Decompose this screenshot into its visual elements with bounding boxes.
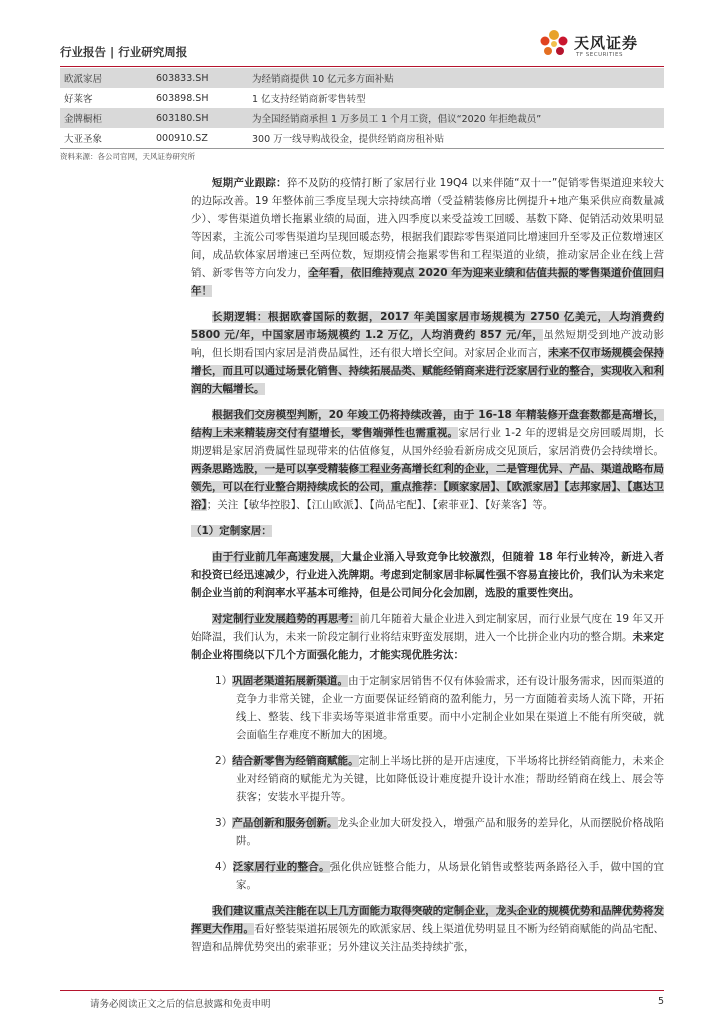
watch-list-text: ；关注【敏华控股】、【江山欧派】、【尚品宅配】、【索菲亚】、【好莱客】等。 [206, 499, 554, 511]
item-number: 3） [215, 817, 233, 829]
disclaimer-note: 请务必阅读正文之后的信息披露和免责申明 [90, 999, 271, 1010]
paragraph-highlight: 两条思路选股，一是可以享受精装修工程业务高增长红利的企业，二是管理优异、产品、渠道战略布局领先，可以在行业整合期持续成长的公司，重点推荐： [191, 463, 664, 493]
paragraph-lead: 对定制行业发展趋势的再思考： [212, 613, 360, 625]
table-source-note: 资料来源：各公司官网，天风证券研究所 [60, 152, 195, 161]
item-text: 定制上半场比拼的是开店速度，下半场将比拼经销商能力，未来企业对经销商的赋能尤为关键，比如降低设计难度提升设计水准；帮助经销商在线上、展会等获客；安装水平提升等。 [236, 755, 664, 803]
paragraph-highlight: 我们建议重点关注能在以上几方面能力取得突破的定制企业，龙头企业的规模优势和品牌优势将发挥更大作用。 [191, 905, 664, 935]
item-text: 龙头企业加大研发投入，增强产品和服务的差异化，从而摆脱价格战陷阱。 [236, 817, 664, 847]
measure-cell: 为经销商提供 10 亿元多方面补贴 [248, 68, 664, 88]
page-number: 5 [657, 996, 664, 1007]
recommendation-paragraph [191, 902, 664, 956]
item-lead: 结合新零售为经销商赋能。 [232, 755, 359, 767]
table-row [60, 88, 664, 108]
paragraph-highlight: 未来不仅市场规模会保持增长，而且可以通过场景化销售、持续拓展品类、赋能经销商来进行泛家居行业的整合，实现收入和利润的大幅增长。 [191, 347, 665, 395]
paragraph-highlight: 长期逻辑：根据欧睿国际的数据，2017 年美国家居市场规模为 2750 亿美元，人均消费约 5800 元/年，中国家居市场规模约 1.2 万亿，人均消费约 857 元/年， [191, 311, 664, 341]
paragraph-highlight: 根据我们交房模型判断，20 年竣工仍将持续改善，由于 16-18 年精装修开盘套数都是高增长，结构上未来精装房交付有望增长，零售端弹性也需重视。 [191, 409, 664, 439]
paragraph-bold: 大量企业涌入导致竞争比较激烈，但随着 18 年行业转冷，新进入者和投资已经迅速减少，行业进入洗牌期。考虑到定制家居非标属性强不容易直接比价，我们认为未来定制企业当前的利润率水平基本可维持，但是公司间分化会加剧，选股的重要性突出。 [191, 551, 665, 599]
paragraph-lead: 短期产业跟踪： [212, 177, 287, 189]
item-number: 2） [215, 755, 233, 767]
company-name-cell: 欧派家居 [60, 68, 152, 88]
item-text: 强化供应链整合能力，从场景化销售或整装两条路径入手，做中国的宜家。 [236, 861, 665, 891]
page-header [60, 34, 664, 62]
header-divider [60, 66, 664, 67]
long-term-paragraph [191, 308, 664, 398]
list-item [191, 752, 664, 806]
measure-cell: 300 万一线导购战役金，提供经销商房租补贴 [252, 134, 445, 145]
section-heading-custom-furniture: （1）定制家居： [191, 525, 272, 537]
measure-cell: 为全国经销商承担 1 万多员工 1 个月工资，倡议“2020 年拒绝裁员” [248, 108, 664, 128]
table-row [60, 68, 664, 88]
list-item [191, 672, 664, 744]
report-type-title: 行业报告 | 行业研究周报 [60, 45, 188, 59]
recommended-stocks: 【顾家家居】、【欧派家居】【志邦家居】、【惠达卫浴】 [191, 481, 665, 511]
item-text: 由于定制家居销售不仅有体验需求，还有设计服务需求，因而渠道的竞争力非常关键，企业一方面要保证经销商的盈利能力，另一方面随着卖场人流下降，开拓线上、整装、线下非卖场等渠道非常重要。而中小定制企业如果在渠道上不能有所突破，就会面临生存难度不断加大的困境。 [236, 675, 664, 741]
table-row [60, 108, 664, 128]
paragraph-text: 虽然短期受到地产波动影响，但长期看国内家居是消费品属性，还有很大增长空间。对家居企业而言， [191, 329, 664, 359]
stock-code-cell: 603180.SH [152, 108, 248, 128]
short-term-paragraph [191, 174, 664, 300]
footer-divider [60, 990, 664, 991]
stock-code-cell: 000910.SZ [156, 132, 208, 144]
paragraph-text: 由于行业前几年高速发展， [212, 551, 341, 563]
company-name-cell: 好莱客 [64, 94, 93, 105]
company-logo [524, 24, 664, 68]
item-lead: 产品创新和服务创新。 [232, 817, 338, 829]
paragraph-text: 猝不及防的疫情打断了家居行业 19Q4 以来伴随“双十一”促销零售渠道迎来较大的边际改善。19 年整体前三季度呈现大宗持续高增（受益精装修房比例提升+地产集采供应商数量减少）、零售渠道负增长拖累业绩的局面，进入四季度以来受益竣工回暖、基数下降、促销活动效果明显等因素，主流公司零售渠道均呈现回暖态势，根据我们跟踪零售渠道同比增速回升至零及正位数增速区间，成品软体家居增速已至两位数，短期疫情会拖累零售和工程渠道的业绩，推动家居企业在线上营销、新零售等方向发力， [191, 177, 664, 279]
industry-shakeout-paragraph [191, 548, 664, 602]
paragraph-text: 家居行业 1-2 年的逻辑是交房回暖周期，长期逻辑是家居消费属性显现带来的估值修复，从国外经验看新房成交见顶后，家居消费仍会持续增长。 [191, 427, 664, 457]
paragraph-bold: 未来定制企业将围绕以下几个方面强化能力，才能实现优胜劣汰： [191, 631, 665, 661]
paragraph-highlight: 全年看，依旧维持观点 2020 年为迎来业绩和估值共振的零售渠道价值回归年！ [191, 267, 664, 297]
dealer-support-table [60, 68, 664, 148]
item-lead: 泛家居行业的整合。 [232, 861, 330, 873]
table-bottom-rule [60, 148, 664, 149]
stock-code-cell: 603898.SH [156, 92, 209, 104]
list-item [191, 858, 664, 894]
list-item [191, 814, 664, 850]
item-number: 4） [215, 861, 233, 873]
paragraph-text: 前几年随着大量企业进入到定制家居，而行业景气度在 19 年又开始降温，我们认为，未来一阶段定制行业将结束野蛮发展期，进入一个比拼企业内功的整合期。 [191, 613, 664, 643]
stock-pick-paragraph [191, 406, 664, 514]
flower-logo-icon [536, 26, 572, 62]
item-number: 1） [215, 675, 233, 687]
company-name-cell: 金牌橱柜 [60, 108, 152, 128]
logo-company-name: 天风证券 [574, 34, 639, 52]
measure-cell: 1 亿支持经销商新零售转型 [252, 94, 366, 105]
trend-rethink-paragraph [191, 610, 664, 664]
logo-company-subtitle: TF SECURITIES [576, 52, 623, 58]
stock-code-cell: 603833.SH [152, 68, 248, 88]
report-body [191, 174, 664, 964]
company-name-cell: 大亚圣象 [64, 134, 103, 145]
item-lead: 巩固老渠道拓展新渠道。 [232, 675, 349, 687]
table-row [60, 128, 664, 148]
paragraph-text: 看好整装渠道拓展领先的欧派家居、线上渠道优势明显且不断为经销商赋能的尚品宅配、智造和品牌优势突出的索菲亚；另外建议关注品类持续扩张， [191, 923, 665, 953]
